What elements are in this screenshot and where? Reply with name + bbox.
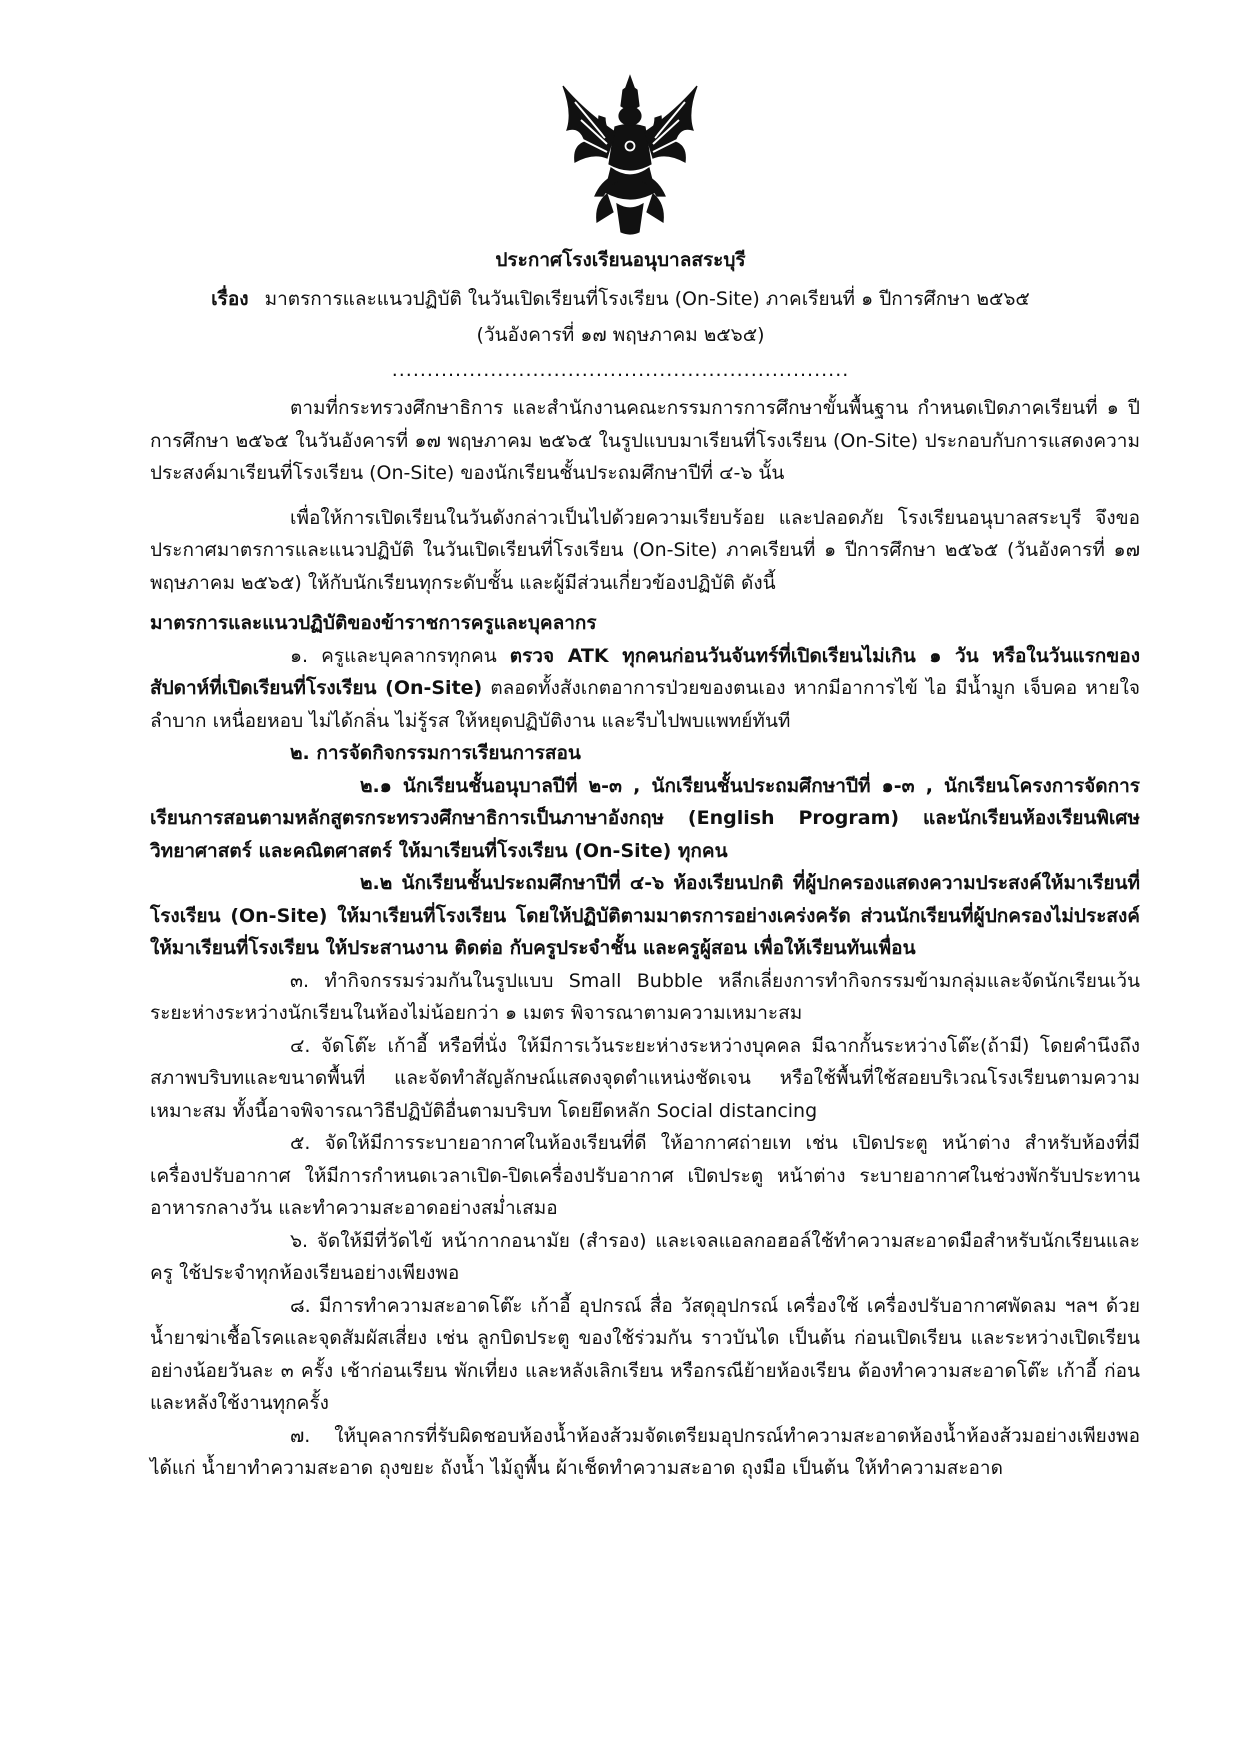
item-1-prefix: ๑. ครูและบุคลากรทุกคน <box>290 644 510 667</box>
intro-paragraph-2: เพื่อให้การเปิดเรียนในวันดังกล่าวเป็นไปด้วยความเรียบร้อย และปลอดภัย โรงเรียนอนุบาลสระบุรี จึงขอประกาศมาตรการและแนวปฏิบัติ ในวันเปิดเรียนที่โรงเรียน (On-Site) ภาคเรียนที่ ๑ ปีการศึกษา ๒๕๖๕ (วันอังคารที่ ๑๗ พฤษภาคม ๒๕๖๕) ให้กับนักเรียนทุกระดับชั้น และผู้มีส่วนเกี่ยวข้องปฏิบัติ ดังนี้ <box>150 506 1140 594</box>
separator-dots: ................................................................. <box>391 359 850 381</box>
subject-text: มาตรการและแนวปฏิบัติ ในวันเปิดเรียนที่โรงเรียน (On-Site) ภาคเรียนที่ ๑ ปีการศึกษา ๒๕๖๕ <box>264 288 1030 310</box>
item-3: ๓. ทำกิจกรรมร่วมกันในรูปแบบ Small Bubble หลีกเลี่ยงการทำกิจกรรมข้ามกลุ่มและจัดนักเรียนเว้นระยะห่างระหว่างนักเรียนในห้องไม่น้อยกว่า ๑ เมตร พิจารณาตามความเหมาะสม <box>150 969 1140 1024</box>
item-8: ๘. มีการทำความสะอาดโต๊ะ เก้าอี้ อุปกรณ์ สื่อ วัสดุอุปกรณ์ เครื่องใช้ เครื่องปรับอากาศพัดลม ฯลฯ ด้วยน้ำยาฆ่าเชื้อโรคและจุดสัมผัสเสี่ยง เช่น ลูกบิดประตู ของใช้ร่วมกัน ราวบันได เป็นต้น ก่อนเปิดเรียน และระหว่างเปิดเรียนอย่างน้อยวันละ ๓ ครั้ง เช้าก่อนเรียน พักเที่ยง และหลังเลิกเรียน หรือกรณีย้ายห้องเรียน ต้องทำความสะอาดโต๊ะ เก้าอี้ ก่อนและหลังใช้งานทุกครั้ง <box>150 1294 1140 1414</box>
item-2-1: ๒.๑ นักเรียนชั้นอนุบาลปีที่ ๒-๓ , นักเรียนชั้นประถมศึกษาปีที่ ๑-๓ , นักเรียนโครงการจัดการเรียนการสอนตามหลักสูตรกระทรวงศึกษาธิการเป็นภาษาอังกฤษ (English Program) และนักเรียนห้องเรียนพิเศษวิทยาศาสตร์ และคณิตศาสตร์ ให้มาเรียนที่โรงเรียน (On-Site) ทุกคน <box>150 774 1140 862</box>
intro-paragraph-1: ตามที่กระทรวงศึกษาธิการ และสำนักงานคณะกรรมการการศึกษาขั้นพื้นฐาน กำหนดเปิดภาคเรียนที่ ๑ ปีการศึกษา ๒๕๖๕ ในวันอังคารที่ ๑๗ พฤษภาคม ๒๕๖๕ ในรูปแบบมาเรียนที่โรงเรียน (On-Site) ประกอบกับการแสดงความประสงค์มาเรียนที่โรงเรียน (On-Site) ของนักเรียนชั้นประถมศึกษาปีที่ ๔-๖ นั้น <box>150 397 1140 484</box>
section-heading: มาตรการและแนวปฏิบัติของข้าราชการครูและบุคลากร <box>150 612 597 634</box>
item-7: ๗. ให้บุคลากรที่รับผิดชอบห้องน้ำห้องส้วมจัดเตรียมอุปกรณ์ทำความสะอาดห้องน้ำห้องส้วมอย่างเพียงพอ ได้แก่ น้ำยาทำความสะอาด ถุงขยะ ถังน้ำ ไม้ถูพื้น ผ้าเช็ดทำความสะอาด ถุงมือ เป็นต้น ให้ทำความสะอาด <box>150 1424 1140 1479</box>
subject-label: เรื่อง <box>211 288 249 310</box>
item-4: ๔. จัดโต๊ะ เก้าอี้ หรือที่นั่ง ให้มีการเว้นระยะห่างระหว่างบุคคล มีฉากกั้นระหว่างโต๊ะ(ถ้ามี) โดยคำนึงถึงสภาพบริบทและขนาดพื้นที่ และจัดทำสัญลักษณ์แสดงจุดตำแหน่งชัดเจน หรือใช้พื้นที่ใช้สอยบริเวณโรงเรียนตามความเหมาะสม ทั้งนี้อาจพิจารณาวิธีปฏิบัติอื่นตามบริบท โดยยึดหลัก Social distancing <box>150 1034 1140 1122</box>
item-6: ๖. จัดให้มีที่วัดไข้ หน้ากากอนามัย (สำรอง) และเจลแอลกอฮอล์ใช้ทำความสะอาดมือสำหรับนักเรียนและครู ใช้ประจำทุกห้องเรียนอย่างเพียงพอ <box>150 1229 1140 1284</box>
document-body <box>150 392 1140 1485</box>
subject-line <box>0 284 1241 314</box>
garuda-emblem-icon <box>555 72 705 237</box>
item-1-emphasis: ตรวจ ATK ทุกคนก่อนวันจันทร์ที่เปิดเรียนไม่เกิน ๑ วัน หรือในวันแรกของสัปดาห์ที่เปิดเรียนที่โรงเรียน (On-Site) <box>150 644 1140 699</box>
item-5: ๕. จัดให้มีการระบายอากาศในห้องเรียนที่ดี ให้อากาศถ่ายเท เช่น เปิดประตู หน้าต่าง สำหรับห้องที่มีเครื่องปรับอากาศ ให้มีการกำหนดเวลาเปิด-ปิดเครื่องปรับอากาศ เปิดประตู หน้าต่าง ระบายอากาศในช่วงพักรับประทานอาหารกลางวัน และทำความสะอาดอย่างสม่ำเสมอ <box>150 1132 1140 1219</box>
date-line: (วันอังคารที่ ๑๗ พฤษภาคม ๒๕๖๕) <box>476 324 765 346</box>
announcement-title: ประกาศโรงเรียนอนุบาลสระบุรี <box>495 249 746 271</box>
item-1 <box>150 640 1140 738</box>
item-1-rest: ตลอดทั้งสังเกตอาการป่วยของตนเอง หากมีอาการไข้ ไอ มีน้ำมูก เจ็บคอ หายใจลำบาก เหนื่อยหอบ ไม่ได้กลิ่น ไม่รู้รส ให้หยุดปฏิบัติงาน และรีบไปพบแพทย์ทันที <box>150 677 1141 732</box>
item-2-2: ๒.๒ นักเรียนชั้นประถมศึกษาปีที่ ๔-๖ ห้องเรียนปกติ ที่ผู้ปกครองแสดงความประสงค์ให้มาเรียนที่โรงเรียน (On-Site) ให้มาเรียนที่โรงเรียน โดยให้ปฏิบัติตามมาตรการอย่างเคร่งครัด ส่วนนักเรียนที่ผู้ปกครองไม่ประสงค์ให้มาเรียนที่โรงเรียน ให้ประสานงาน ติดต่อ กับครูประจำชั้น และครูผู้สอน เพื่อให้เรียนทันเพื่อน <box>150 872 1140 959</box>
item-2: ๒. การจัดกิจกรรมการเรียนการสอน <box>290 742 581 764</box>
